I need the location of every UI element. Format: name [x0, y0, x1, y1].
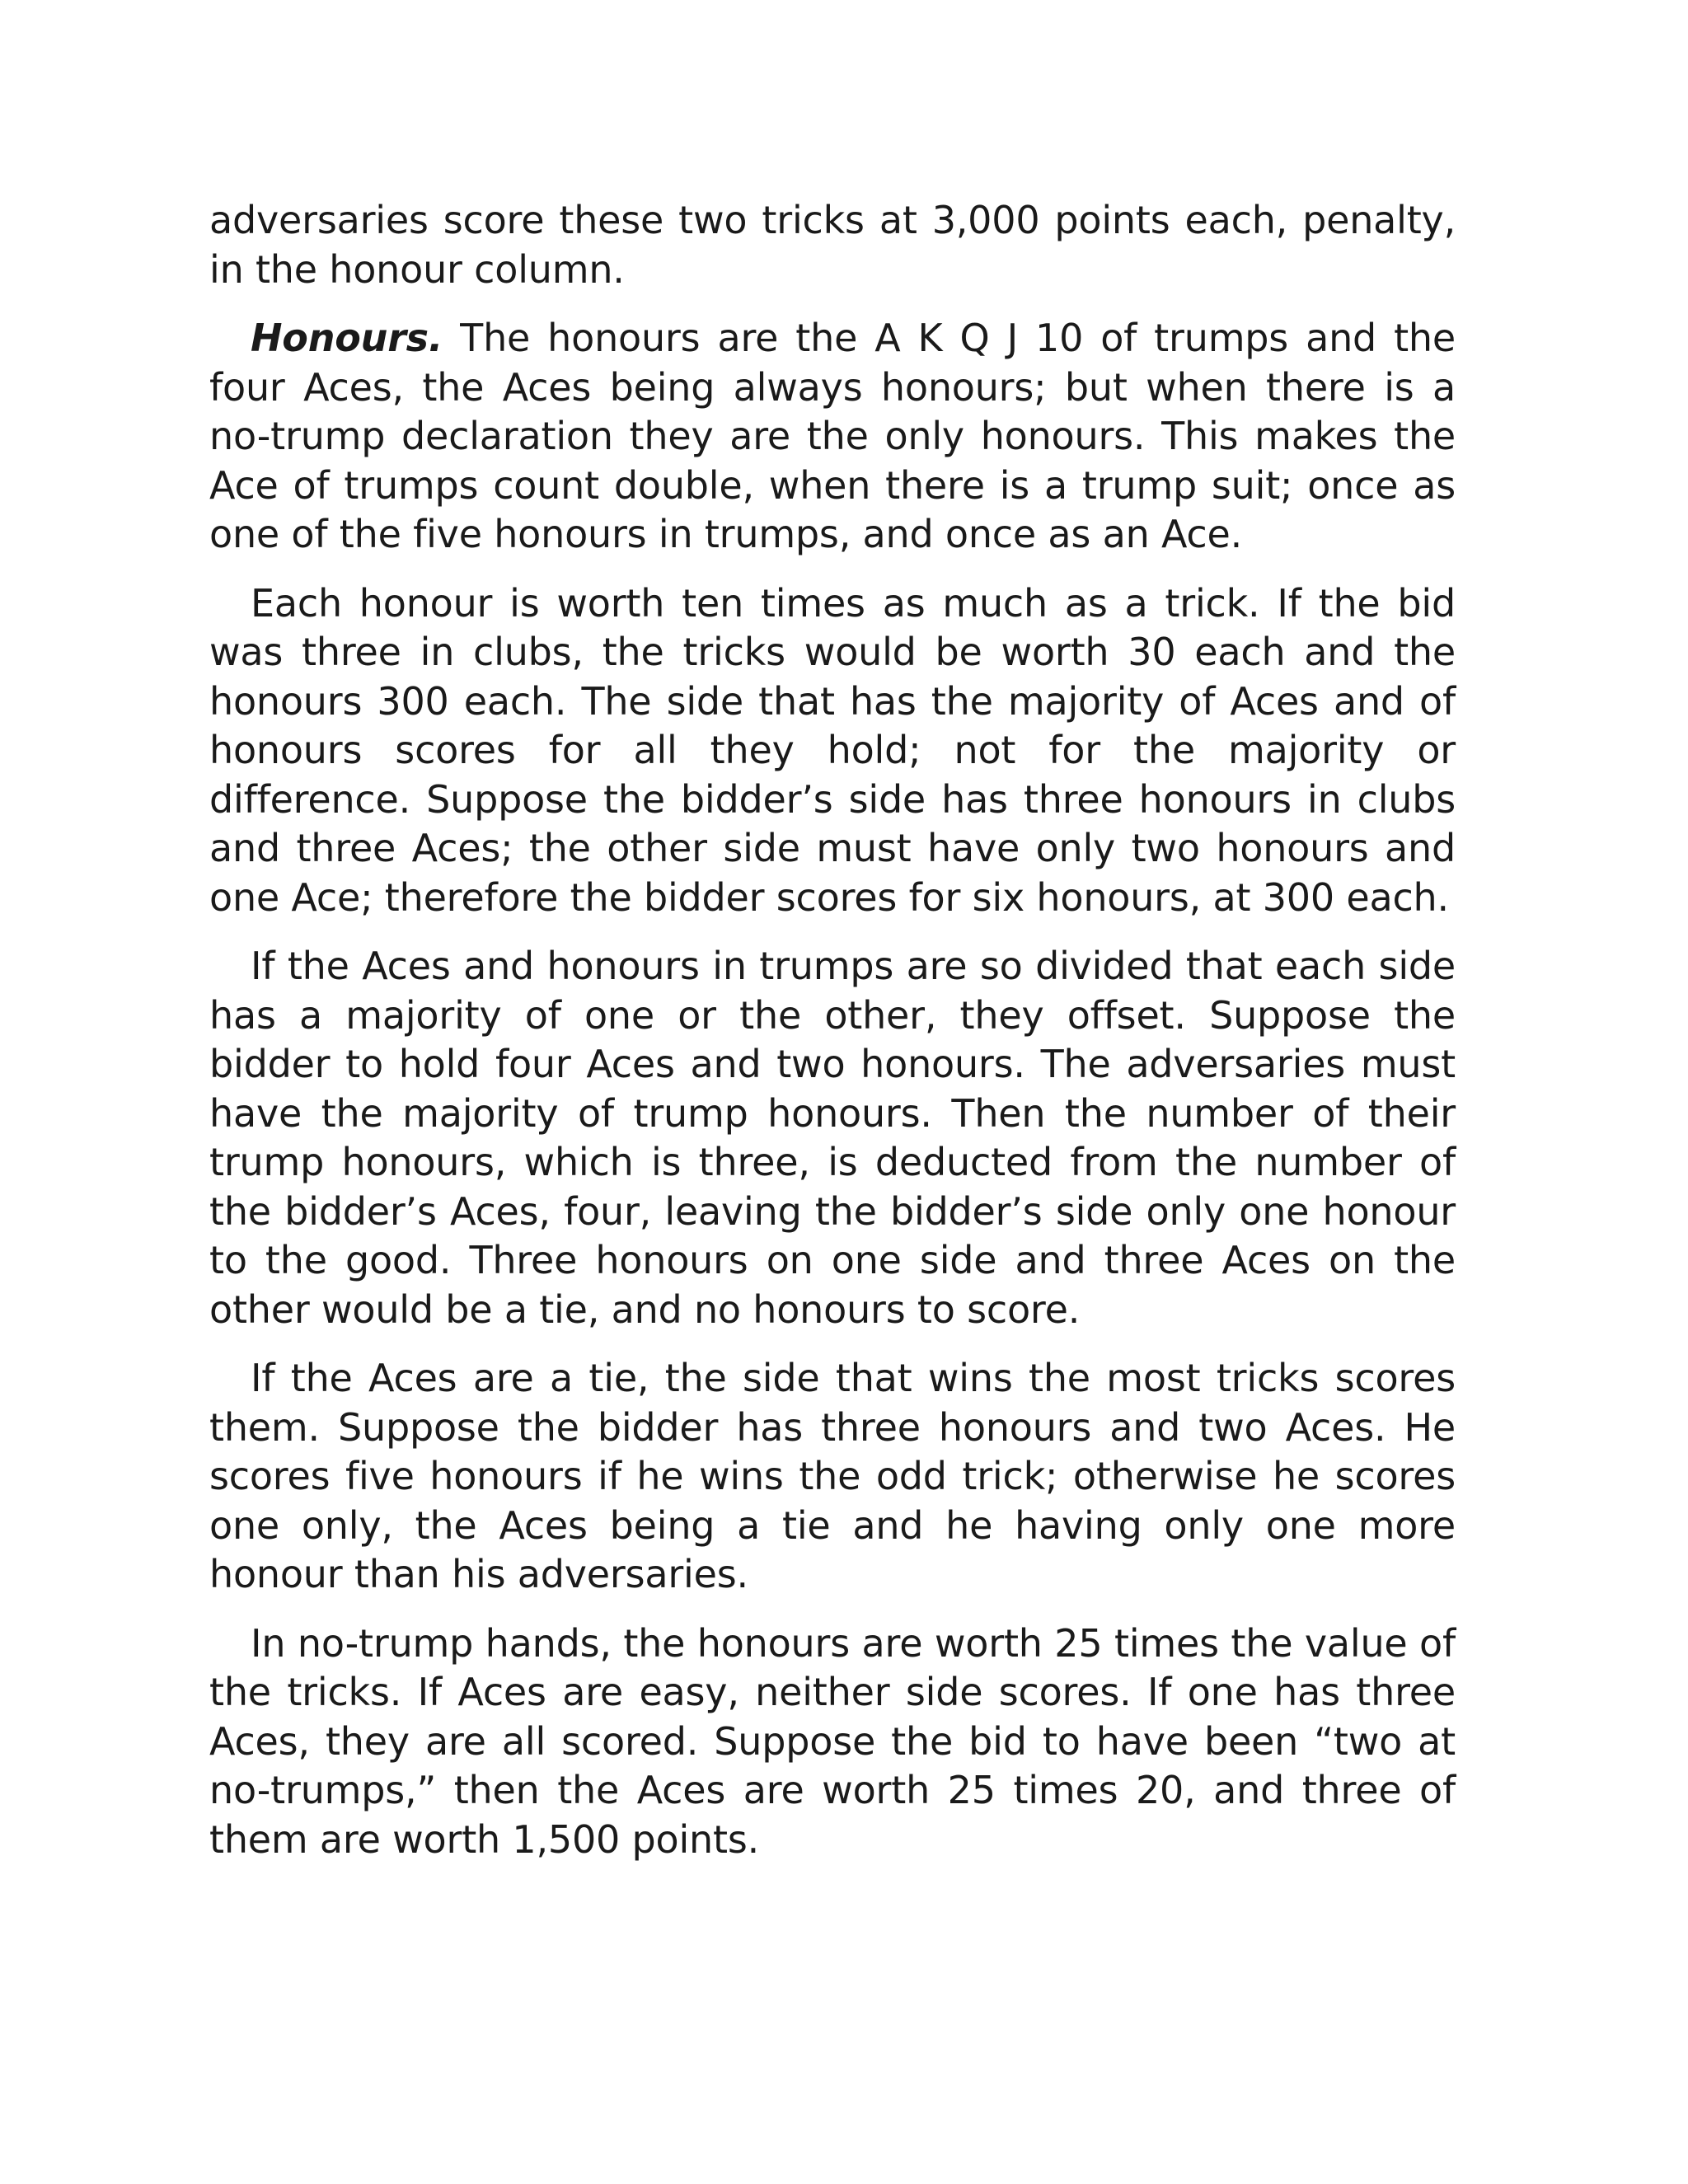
paragraph-honour-value	[209, 579, 1456, 923]
run-in-heading: Honours.	[251, 316, 443, 360]
paragraph-text: adversaries score these two tricks at 3,000 points each, penalty, in the honour column.	[209, 198, 1456, 292]
page-body	[209, 196, 1456, 1884]
paragraph-text: The honours are the A K Q J 10 of trumps and the four Aces, the Aces being always honours; but when there is a no-trump declaration they are the only honours. This makes the Ace of trumps count double, when there is a trump suit; once as one of the five honours in trumps, and once as an Ace.	[209, 316, 1456, 556]
paragraph-no-trump	[209, 1619, 1456, 1865]
paragraph-text: Each honour is worth ten times as much as a trick. If the bid was three in clubs, the tricks would be worth 30 each and the honours 300 each. The side that has the majority of Aces and of honours scores for all they hold; not for the majority or difference. Suppose the bidder’s side has three honours in clubs and three Aces; the other side must have only two honours and one Ace; therefore the bidder scores for six honours, at 300 each.	[209, 580, 1456, 920]
paragraph-text: If the Aces are a tie, the side that wins the most tricks scores them. Suppose the bidder has three honours and two Aces. He scores five honours if he wins the odd trick; otherwise he scores one only, the Aces being a tie and he having only one more honour than his adversaries.	[209, 1356, 1456, 1596]
paragraph-honours	[209, 314, 1456, 560]
paragraph-continuation	[209, 196, 1456, 294]
paragraph-aces-tie	[209, 1354, 1456, 1600]
paragraph-offset	[209, 942, 1456, 1334]
paragraph-text: If the Aces and honours in trumps are so divided that each side has a majority of one or the other, they offset. Suppose the bidder to hold four Aces and two honours. The adversaries must have the majority of trump honours. Then the number of their trump honours, which is three, is deducted from the number of the bidder’s Aces, four, leaving the bidder’s side only one honour to the good. Three honours on one side and three Aces on the other would be a tie, and no honours to score.	[209, 944, 1456, 1332]
paragraph-text: In no-trump hands, the honours are worth 25 times the value of the tricks. If Aces are easy, neither side scores. If one has three Aces, they are all scored. Suppose the bid to have been “two at no-trumps,” then the Aces are worth 25 times 20, and three of them are worth 1,500 points.	[209, 1620, 1456, 1862]
